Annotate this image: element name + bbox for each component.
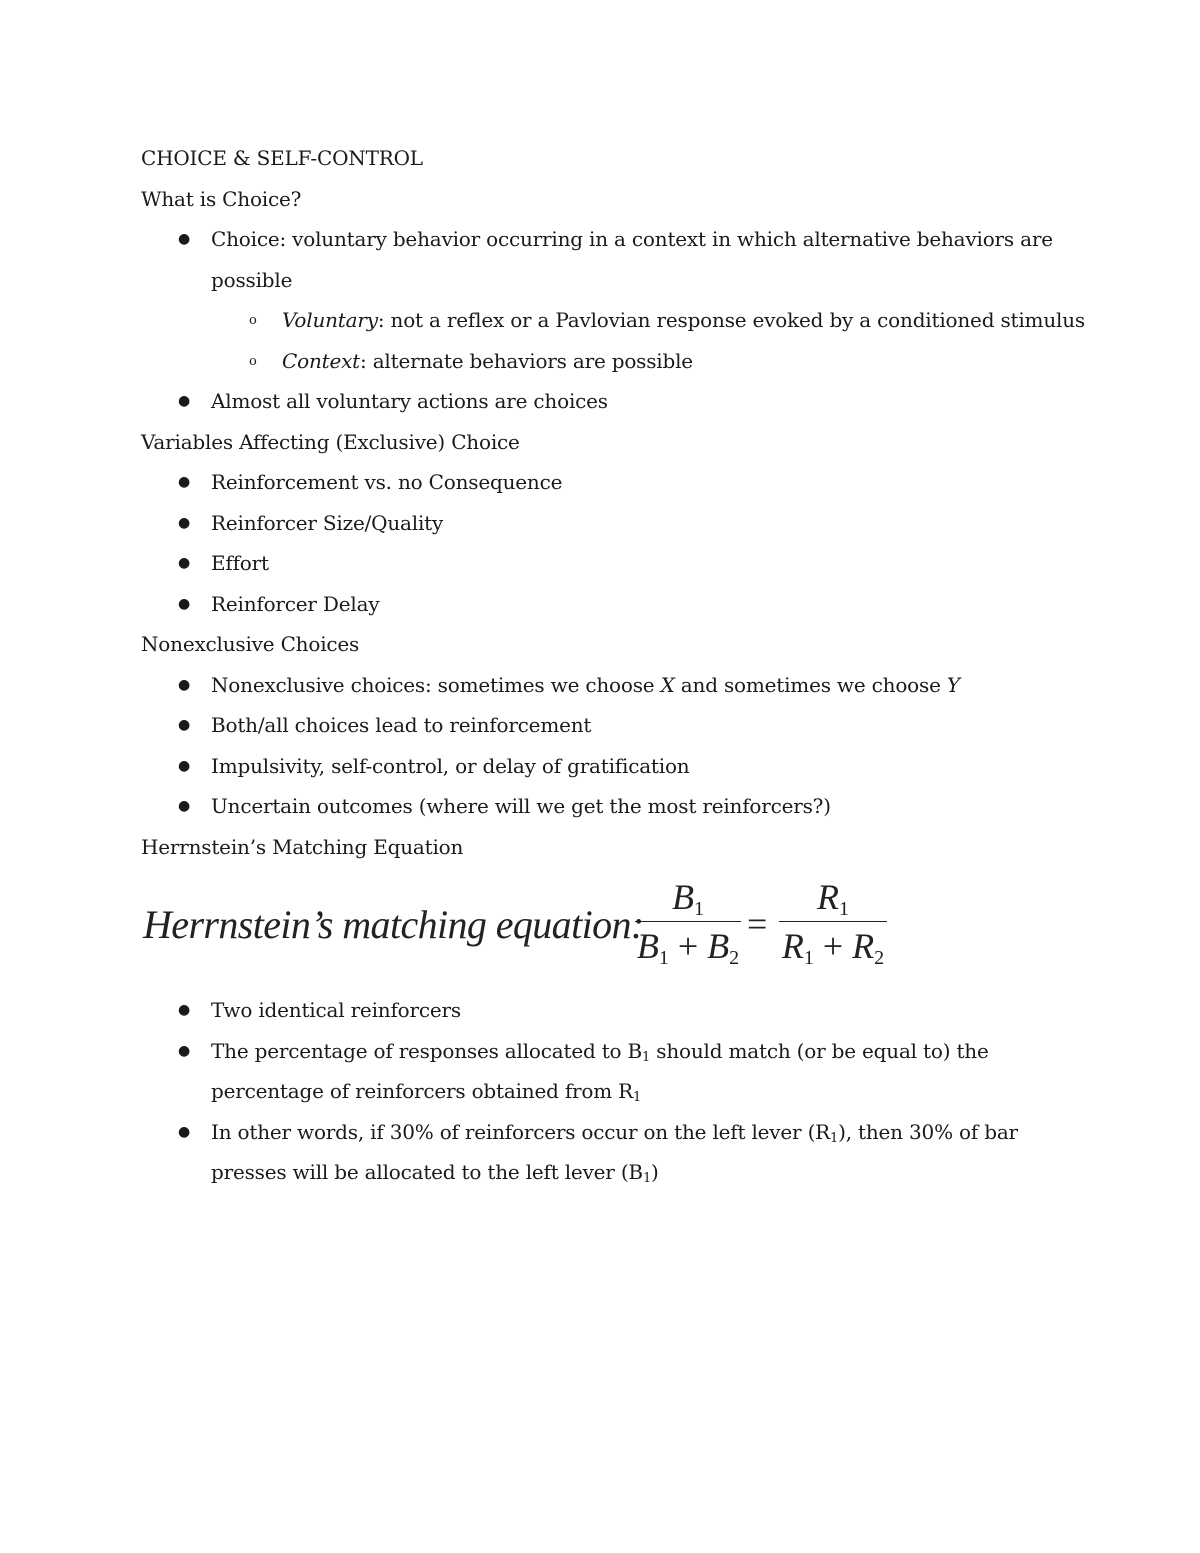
sub-list-item <box>211 300 1085 341</box>
list-item <box>141 381 1081 422</box>
variable-x: X <box>660 672 675 697</box>
bullet-disc-icon: ● <box>178 231 191 247</box>
bullet-disc-icon: ● <box>178 514 191 531</box>
list-item <box>141 665 1081 706</box>
bullet-disc-icon: ● <box>178 555 191 571</box>
bullet-disc-icon: ● <box>178 474 191 490</box>
term-context: Context <box>282 348 361 373</box>
bullet-disc-icon: ● <box>178 1042 191 1059</box>
list-item <box>141 219 1085 381</box>
list-item-text: Reinforcement vs. no Consequence <box>211 470 563 494</box>
list-item-text: Uncertain outcomes (where will we get the most reinforcers?) <box>211 794 831 818</box>
bullet-list <box>141 990 1081 1193</box>
section-heading-matching-equation: Herrnstein’s Matching Equation <box>141 834 464 859</box>
list-item <box>141 705 1081 746</box>
fraction-numerator: $R_1$ <box>817 877 849 920</box>
section-heading-nonexclusive: Nonexclusive Choices <box>141 632 360 656</box>
section-heading-variables: Variables Affecting (Exclusive) Choice <box>141 429 520 454</box>
list-item <box>141 1031 1081 1112</box>
bullet-disc-icon: ● <box>178 393 191 409</box>
list-item-text: The percentage of responses allocated to $B_1$ should match (or be equal to) the percentage of reinforcers obtained from $R_1$ <box>211 1038 989 1105</box>
list-item <box>141 584 1081 625</box>
list-item-text: Two identical reinforcers <box>211 998 461 1022</box>
definition-context: : alternate behaviors are possible <box>360 348 693 373</box>
bullet-disc-icon: ● <box>178 1123 191 1140</box>
bullet-disc-icon: ● <box>178 717 191 733</box>
bullet-disc-icon: ● <box>178 798 191 814</box>
sub-list-item <box>211 341 1081 382</box>
bullet-list <box>141 462 1081 624</box>
list-item-text: Impulsivity, self-control, or delay of gratification <box>211 753 690 778</box>
bullet-list <box>141 665 1081 827</box>
section-heading-what-is-choice: What is Choice? <box>141 186 302 211</box>
bullet-circle-icon: o <box>249 313 257 328</box>
list-item <box>141 543 1081 584</box>
list-item-text: Reinforcer Size/Quality <box>211 510 444 535</box>
list-item-text: and sometimes we choose <box>674 672 947 697</box>
fraction-denominator: $R_1 + R_2$ <box>781 926 885 969</box>
list-item <box>141 786 1081 827</box>
list-item <box>141 462 1081 503</box>
equals-sign: = <box>747 904 768 944</box>
list-item-text: Nonexclusive choices: sometimes we choose <box>211 672 661 697</box>
term-voluntary: Voluntary <box>282 308 378 332</box>
bullet-list <box>141 219 1085 422</box>
fraction-right <box>779 873 887 970</box>
list-item <box>141 990 1081 1031</box>
definition-voluntary: : not a reflex or a Pavlovian response evoked by a conditioned stimulus <box>377 308 1085 332</box>
list-item-text: Effort <box>211 551 269 575</box>
list-item <box>141 503 1081 544</box>
equation-label: Herrnstein’s matching equation: <box>143 902 644 947</box>
list-item <box>141 1112 1081 1193</box>
bullet-disc-icon: ● <box>178 757 191 774</box>
list-item-text: Reinforcer Delay <box>211 591 380 616</box>
fraction-denominator: $B_1 + B_2$ <box>636 926 740 969</box>
list-item-text: Both/all choices lead to reinforcement <box>211 713 592 737</box>
bullet-disc-icon: ● <box>178 1002 191 1018</box>
list-item-text: Choice: voluntary behavior occurring in a context in which alternative behaviors are possible <box>211 227 1053 292</box>
variable-y: Y <box>946 672 960 697</box>
matching-equation-figure <box>141 873 1081 988</box>
list-item <box>141 746 1081 787</box>
list-item-text: Almost all voluntary actions are choices <box>211 389 608 413</box>
document-page <box>141 138 1085 1193</box>
list-item-text: In other words, if 30% of reinforcers occur on the left lever $(R_1)$, then 30% of bar presses will be allocated to the left lever $(B_1)$ <box>211 1119 1018 1186</box>
bullet-disc-icon: ● <box>178 676 191 693</box>
bullet-disc-icon: ● <box>178 595 191 612</box>
sub-bullet-list <box>211 300 1085 381</box>
document-title: CHOICE & SELF-CONTROL <box>141 146 423 170</box>
bullet-circle-icon: o <box>249 353 257 369</box>
fraction-left <box>635 873 741 970</box>
fraction-numerator: $B_1$ <box>672 877 704 920</box>
